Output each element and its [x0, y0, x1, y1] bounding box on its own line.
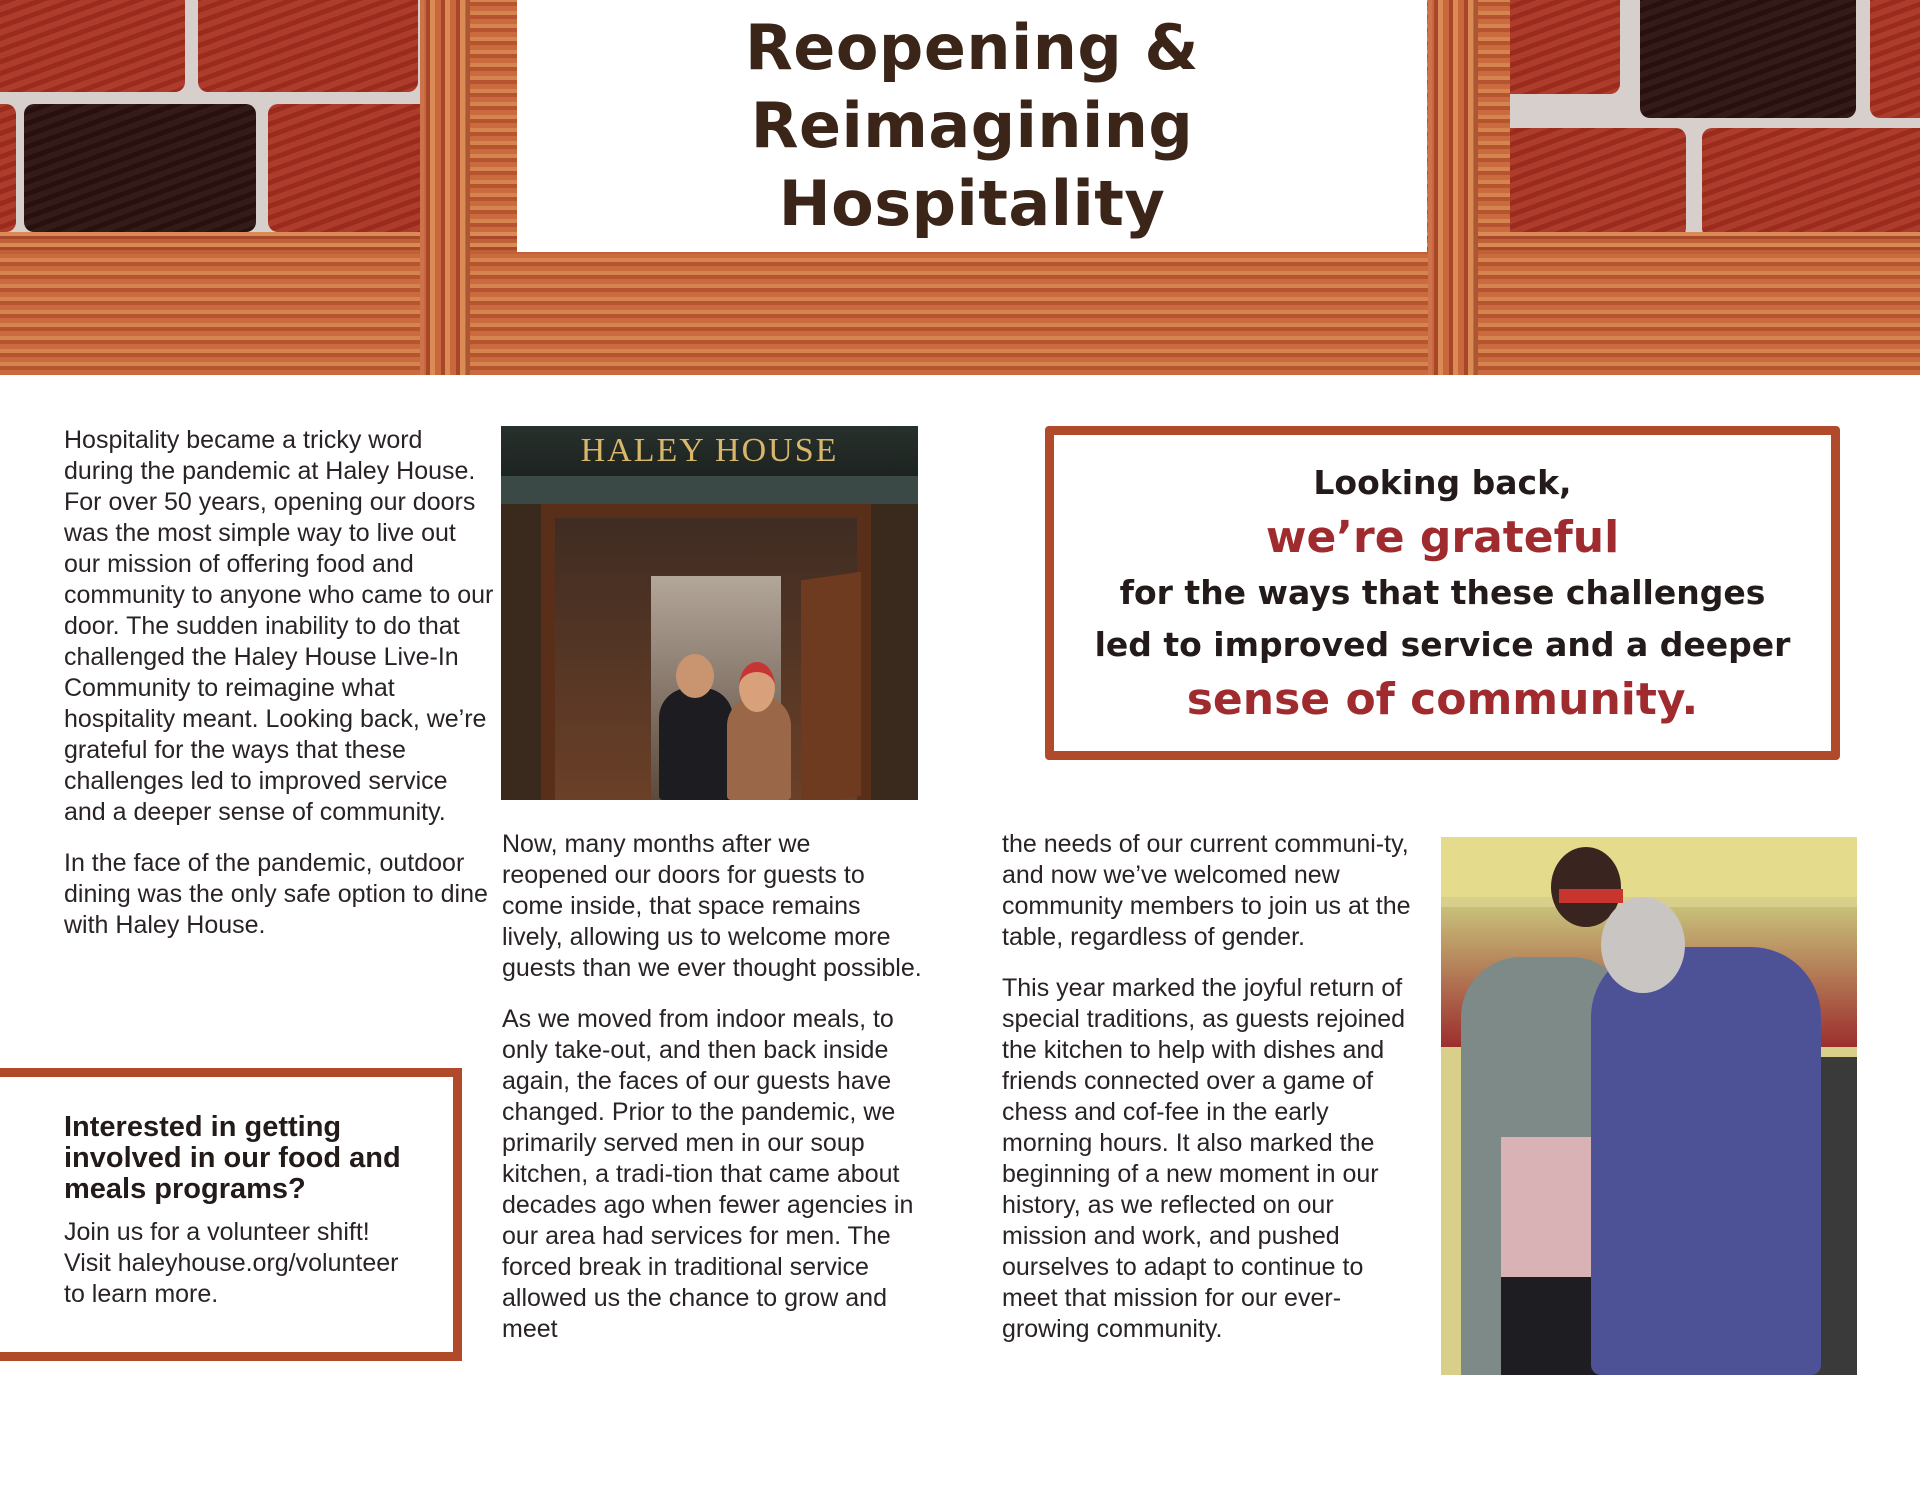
- right-column: [1002, 829, 1422, 1365]
- brick-wall-right: [1510, 0, 1920, 232]
- volunteer-heading: Interested in getting involved in our food and meals programs?: [64, 1111, 401, 1205]
- page-title: Reopening & Reimagining Hospitality: [745, 11, 1199, 240]
- quote-line-3: for the ways that these challenges: [1119, 573, 1766, 612]
- right-paragraph-1: the needs of our current communi-ty, and now we’ve welcomed new community members to join us at the table, regardless of gender.: [1002, 830, 1411, 951]
- intro-paragraph-2: In the face of the pandemic, outdoor dining was the only safe option to dine with Haley House.: [64, 849, 488, 939]
- wood-post-left: [420, 0, 470, 375]
- middle-paragraph-2: As we moved from indoor meals, to only take-out, and then back inside again, the faces of our guests have changed. Prior to the pandemic, we primarily served men in our soup kitchen, a tradi-tion that came about decades ago when fewer agencies in our area had services for men. The forced break in traditional service allowed us the chance to grow and meet: [502, 1005, 914, 1343]
- haley-house-sign: HALEY HOUSE: [501, 426, 918, 476]
- brick-wall-left: [0, 0, 420, 232]
- quote-line-4: led to improved service and a deeper: [1094, 625, 1791, 664]
- right-paragraph-2: This year marked the joyful return of special traditions, as guests rejoined the kitchen to help with dishes and friends connected over a game of chess and cof-fee in the early morning hours. It also marked the beginning of a new moment in our history, as we reflected on our mission and work, and pushed ourselves to adapt to continue to meet that mission for our ever-growing community.: [1002, 974, 1406, 1343]
- quote-highlight-grateful: we’re grateful: [1265, 512, 1620, 563]
- intro-column: [64, 425, 494, 961]
- header-band: [0, 0, 1920, 375]
- wood-post-right: [1428, 0, 1478, 375]
- haley-house-entrance-photo: [501, 426, 918, 800]
- intro-paragraph-1: Hospitality became a tricky word during the pandemic at Haley House. For over 50 years, opening our doors was the most simple way to live out our mission of offering food and community to anyone who came to our door. The sudden inability to do that challenged the Haley House Live-In Community to reimagine what hospitality meant. Looking back, we’re grateful for the ways that these challenges led to improved service and a deeper sense of community.: [64, 426, 494, 826]
- quote-box: [1045, 426, 1840, 760]
- middle-column: [502, 829, 922, 1365]
- quote-line-1: Looking back,: [1313, 463, 1572, 502]
- quote-highlight-community: sense of community.: [1186, 674, 1699, 725]
- person-left: [659, 688, 733, 800]
- title-panel: [517, 0, 1427, 252]
- middle-paragraph-1: Now, many months after we reopened our doors for guests to come inside, that space remains lively, allowing us to welcome more guests than we ever thought possible.: [502, 830, 922, 982]
- kitchen-hug-photo: [1441, 837, 1857, 1375]
- volunteer-text: Join us for a volunteer shift! Visit haleyhouse.org/volunteer to learn more.: [64, 1218, 399, 1308]
